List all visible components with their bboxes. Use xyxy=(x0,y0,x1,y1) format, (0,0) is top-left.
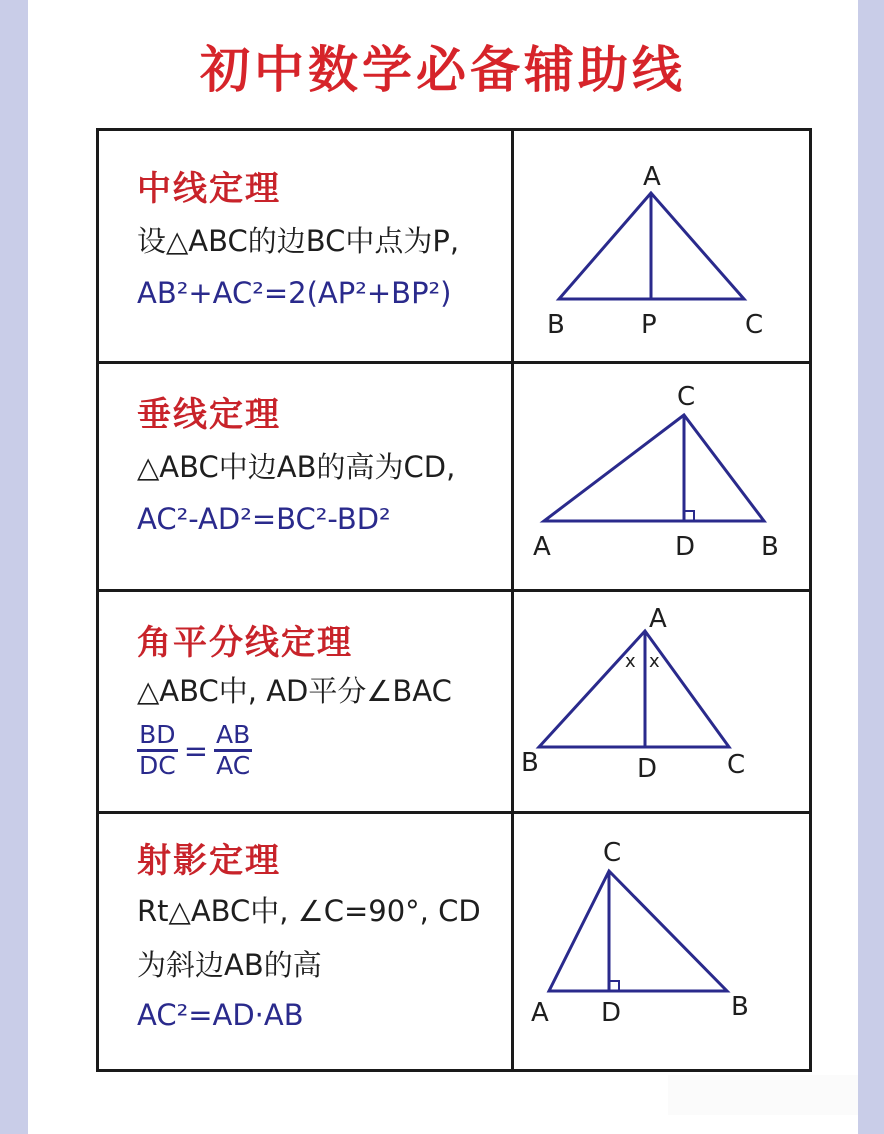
theorem-table xyxy=(96,128,812,1072)
vertex-label: D xyxy=(601,998,622,1028)
vertex-label: C xyxy=(727,750,746,780)
vertex-label: A xyxy=(531,998,549,1028)
vertex-label: D xyxy=(637,754,658,784)
altitude-theorem-text xyxy=(137,395,507,539)
section-heading: 中线定理 xyxy=(137,169,281,209)
vertex-label: A xyxy=(643,162,661,192)
projection-triangle-figure xyxy=(519,813,809,1075)
projection-theorem-text xyxy=(137,841,507,1035)
section-line: 为斜边AB的高 xyxy=(137,948,322,982)
section-fraction-formula xyxy=(137,721,507,780)
column-divider xyxy=(511,131,514,1069)
vertex-label: C xyxy=(677,382,696,412)
triangle-outline xyxy=(549,871,727,991)
section-line: 设△ABC的边BC中点为P, xyxy=(137,224,460,258)
page xyxy=(28,0,858,1134)
vertex-label: B xyxy=(521,748,539,778)
triangle-outline xyxy=(544,415,764,521)
vertex-label: B xyxy=(761,532,779,562)
section-heading: 角平分线定理 xyxy=(137,623,353,663)
vertex-label: C xyxy=(745,310,764,340)
fraction-denominator: DC xyxy=(139,751,176,780)
vertex-label: P xyxy=(641,310,657,340)
bisector-theorem-text xyxy=(137,623,507,780)
section-formula: AC²-AD²=BC²-BD² xyxy=(137,502,391,536)
median-theorem-text xyxy=(137,169,507,313)
altitude-triangle-figure xyxy=(519,363,809,589)
section-line: △ABC中, AD平分∠BAC xyxy=(137,674,452,708)
triangle-outline xyxy=(539,631,729,747)
angle-mark: x xyxy=(625,651,636,672)
fraction-denominator: AC xyxy=(216,751,251,780)
bisector-triangle-figure xyxy=(519,591,809,811)
page-title: 初中数学必备辅助线 xyxy=(200,41,686,99)
section-formula: AB²+AC²=2(AP²+BP²) xyxy=(137,276,452,310)
section-formula: AC²=AD·AB xyxy=(137,998,304,1032)
vertex-label: A xyxy=(533,532,551,562)
angle-mark: x xyxy=(649,651,660,672)
vertex-label: C xyxy=(603,838,622,868)
vertex-label: B xyxy=(731,992,749,1022)
fraction-numerator: BD xyxy=(137,721,178,752)
vertex-label: B xyxy=(547,310,565,340)
vertex-label: D xyxy=(675,532,696,562)
fraction-right xyxy=(214,721,252,780)
median-triangle-figure xyxy=(519,131,809,361)
fraction-numerator: AB xyxy=(214,721,252,752)
fraction-left xyxy=(137,721,178,780)
section-line: △ABC中边AB的高为CD, xyxy=(137,450,456,484)
section-heading: 射影定理 xyxy=(137,841,281,881)
vertex-label: A xyxy=(649,604,667,634)
equals-sign: = xyxy=(183,733,209,768)
section-line: Rt△ABC中, ∠C=90°, CD xyxy=(137,894,481,928)
watermark-patch xyxy=(668,1075,858,1115)
section-heading: 垂线定理 xyxy=(137,395,281,435)
